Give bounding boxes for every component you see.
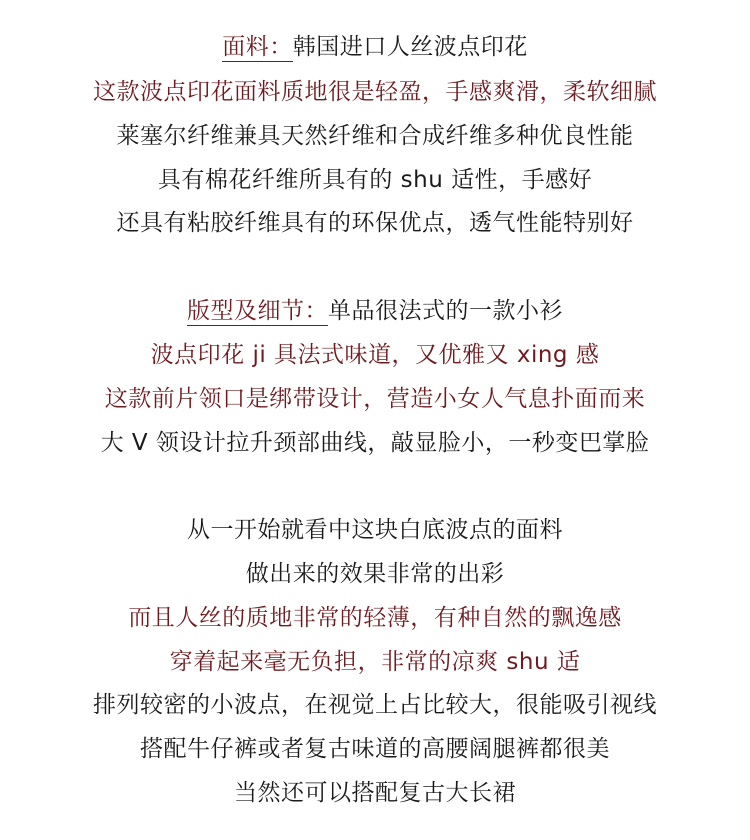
text-line: 搭配牛仔裤或者复古味道的高腰阔腿裤都很美	[140, 736, 610, 762]
text-line: 穿着起来毫无负担，非常的凉爽 shu 适	[169, 649, 581, 675]
text-line: 而且人丝的质地非常的轻薄，有种自然的飘逸感	[128, 605, 622, 631]
text-line: 做出来的效果非常的出彩	[245, 561, 505, 587]
fabric-heading-line	[0, 32, 750, 62]
text-line: 具有棉花纤维所具有的 shu 适性，手感好	[157, 167, 593, 193]
text-line: 从一开始就看中这块白底波点的面料	[187, 517, 563, 543]
fit-heading: 版型及细节：	[187, 298, 328, 324]
text-line: 当然还可以搭配复古大长裙	[234, 780, 516, 806]
text-line: 这款前片领口是绑带设计，营造小女人气息扑面而来	[104, 386, 646, 412]
text-line: 这款波点印花面料质地很是轻盈，手感爽滑，柔软细腻	[93, 79, 657, 105]
text-line: 大 V 领设计拉升颈部曲线，敲显脸小，一秒变巴掌脸	[100, 430, 650, 456]
text-line: 还具有粘胶纤维具有的环保优点，透气性能特别好	[116, 210, 634, 236]
fabric-heading: 面料：	[222, 34, 293, 60]
fabric-heading-text: 韩国进口人丝波点印花	[292, 34, 528, 60]
text-line: 波点印花 ji 具法式味道，又优雅又 xing 感	[150, 342, 600, 368]
text-line: 排列较密的小波点，在视觉上占比较大，很能吸引视线	[93, 692, 657, 718]
fit-heading-text: 单品很法式的一款小衫	[328, 298, 563, 324]
fit-heading-line	[0, 296, 750, 326]
text-line: 莱塞尔纤维兼具天然纤维和合成纤维多种优良性能	[116, 123, 634, 149]
